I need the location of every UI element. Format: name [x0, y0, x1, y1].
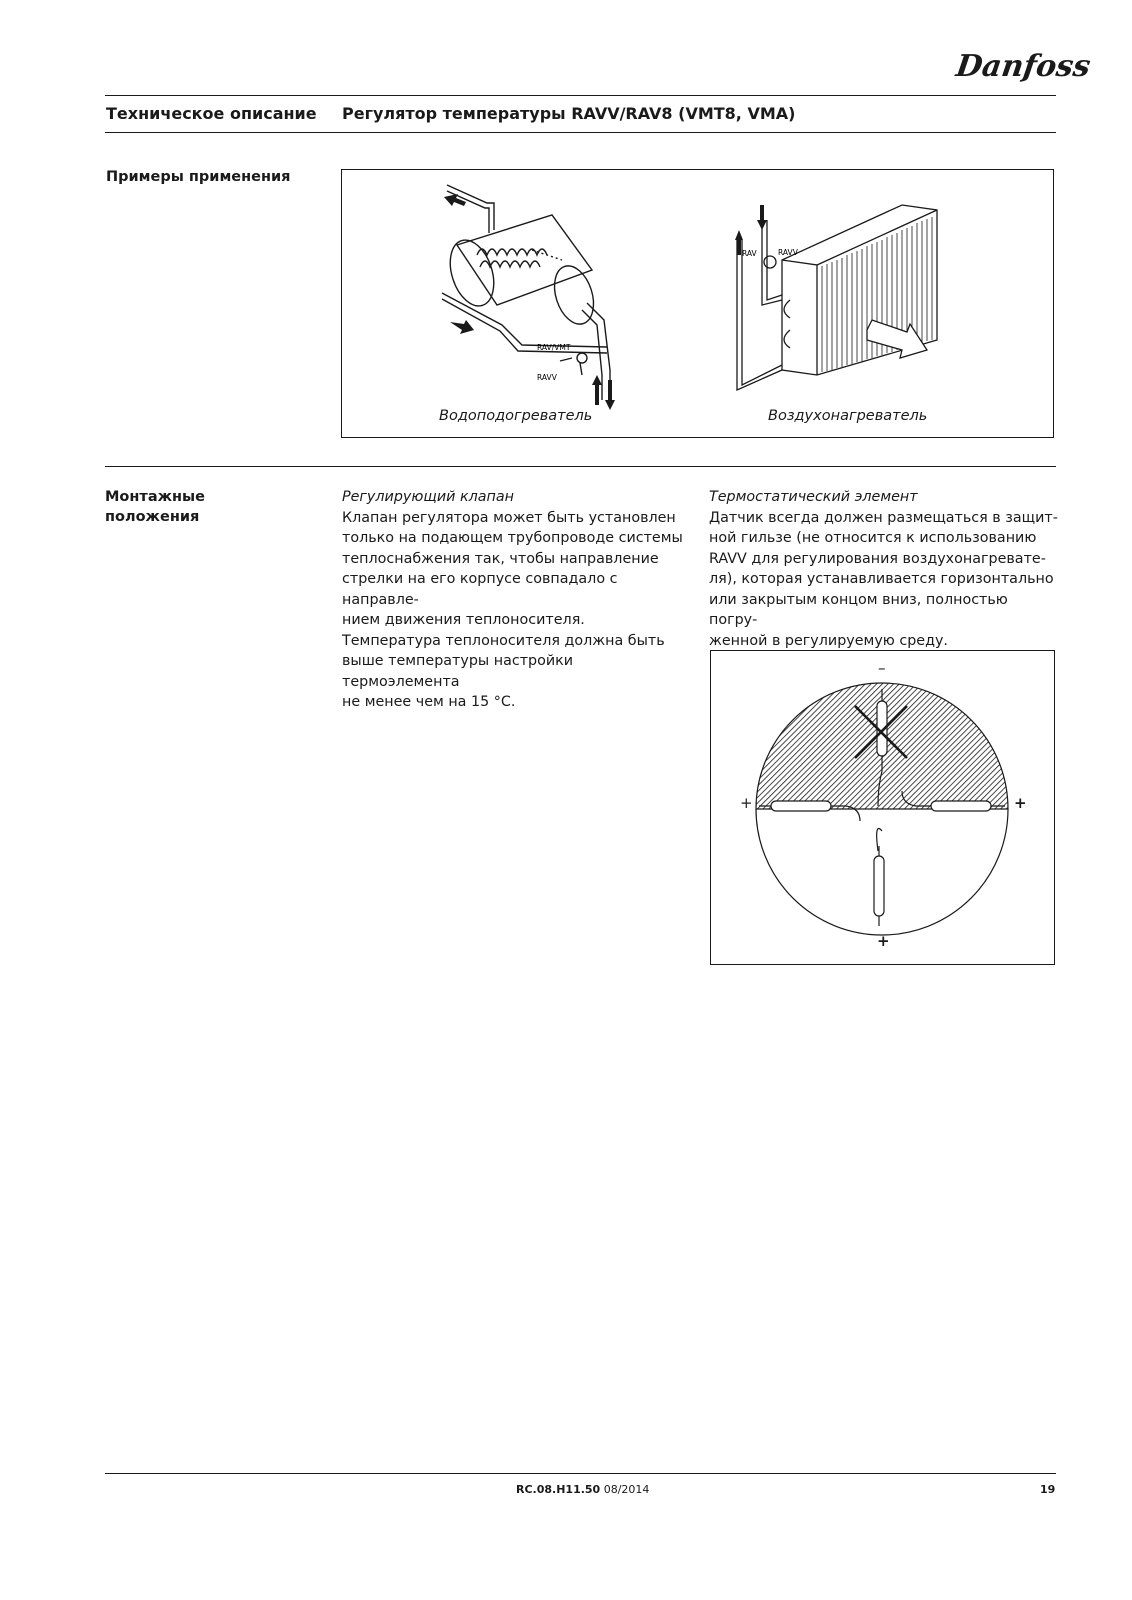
thermo-line: или закрытым концом вниз, полностью погру- — [709, 591, 1008, 628]
valve-line: теплоснабжения так, чтобы направление — [342, 550, 659, 567]
valve-line: только на подающем трубопроводе системы — [342, 530, 683, 546]
thermo-line: Датчик всегда должен размещаться в защит- — [709, 509, 1058, 526]
thermo-line: RAVV для регулирования воздухонагревате- — [709, 550, 1046, 567]
valve-line: стрелки на его корпусе совпадало с направле- — [342, 571, 618, 608]
thermo-line: женной в регулируемую среду. — [709, 632, 948, 649]
valve-line: выше температуры настройки термоэлемента — [342, 653, 574, 690]
page-number: 19 — [1040, 1483, 1056, 1496]
header-top-rule — [105, 95, 1056, 96]
air-heater-illustration — [722, 200, 962, 400]
sensor-orientation-figure — [710, 650, 1055, 965]
water-heater-illustration — [432, 175, 672, 410]
page-title: Регулятор температуры RAVV/RAV8 (VMT8, VMA) — [342, 104, 796, 123]
caption-water-heater: Водоподогреватель — [439, 408, 593, 424]
label-rav-right: RAV — [742, 249, 757, 258]
footer-rule — [105, 1473, 1056, 1474]
section-heading-examples: Примеры применения — [106, 169, 291, 185]
header-left: Техническое описание — [106, 104, 317, 123]
label-ravv-right: RAVV — [778, 248, 798, 257]
danfoss-logo — [953, 40, 1093, 90]
svg-text:Danfoss: Danfoss — [953, 49, 1093, 84]
mounting-heading-line1: Монтажные — [105, 489, 205, 505]
thermo-line: ной гильзе (не относится к использованию — [709, 530, 1037, 546]
orientation-diagram — [711, 651, 1054, 964]
thermo-column — [709, 487, 1059, 651]
valve-line: не менее чем на 15 °C. — [342, 694, 516, 710]
valve-title: Регулирующий клапан — [342, 489, 514, 505]
thermo-title: Термостатический элемент — [709, 489, 918, 505]
bottom-sign: + — [877, 932, 890, 950]
doc-date: 08/2014 — [603, 1483, 650, 1496]
valve-column — [342, 487, 692, 713]
thermo-line: ля), которая устанавливается горизонтально — [709, 571, 1054, 587]
valve-line: Клапан регулятора может быть установлен — [342, 509, 676, 526]
sensor-down — [874, 829, 884, 927]
valve-line: нием движения теплоносителя. — [342, 612, 585, 628]
header-bottom-rule — [105, 132, 1056, 133]
footer-doc-info — [516, 1483, 649, 1496]
doc-code: RC.08.H11.50 — [516, 1483, 601, 1496]
label-ravv-vmt: RAV/VMT — [537, 343, 571, 352]
valve-line: Температура теплоносителя должна быть — [342, 632, 665, 649]
mounting-heading-line2: положения — [105, 509, 200, 525]
label-ravv-left: RAVV — [537, 373, 557, 382]
section-divider — [105, 466, 1056, 467]
top-sign: – — [878, 659, 886, 677]
section-heading-mounting — [105, 487, 205, 527]
caption-air-heater: Воздухонагреватель — [768, 408, 928, 424]
right-sign: + — [1014, 794, 1027, 812]
application-examples-figure — [341, 169, 1054, 438]
left-sign: + — [740, 794, 753, 812]
